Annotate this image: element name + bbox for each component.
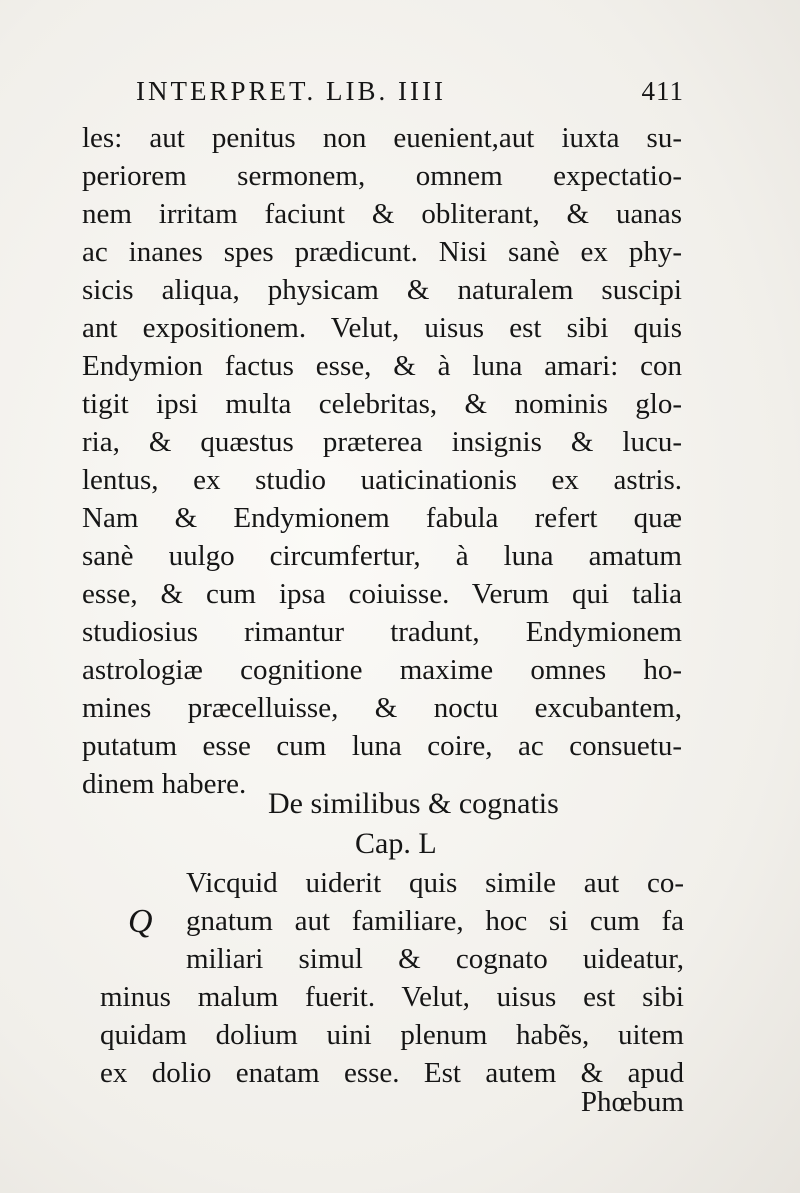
running-title: INTERPRET. LIB. IIII bbox=[136, 76, 446, 106]
running-header bbox=[136, 76, 684, 112]
drop-cap-initial: Q bbox=[128, 903, 153, 940]
chapter-label: Cap. L bbox=[355, 827, 437, 860]
text-line: putatum esse cum luna coire, ac consuetu- bbox=[82, 730, 682, 762]
text-line: periorem sermonem, omnem expectatio- bbox=[82, 160, 682, 192]
page-number: 411 bbox=[641, 76, 684, 106]
section-heading: De similibus & cognatis bbox=[268, 787, 559, 820]
text-line: quidam dolium uini plenum habẽs, uitem bbox=[100, 1019, 684, 1051]
text-line: sicis aliqua, physicam & naturalem suscipi bbox=[82, 274, 682, 306]
text-line: sanè uulgo circumfertur, à luna amatum bbox=[82, 540, 682, 572]
text-line: minus malum fuerit. Velut, uisus est sibi bbox=[100, 981, 684, 1013]
text-line: miliari simul & cognato uideatur, bbox=[186, 943, 684, 975]
text-line: lentus, ex studio uaticinationis ex astris. bbox=[82, 464, 682, 496]
text-line: Nam & Endymionem fabula refert quæ bbox=[82, 502, 682, 534]
text-line: mines præcelluisse, & noctu excubantem, bbox=[82, 692, 682, 724]
text-line: gnatum aut familiare, hoc si cum fa bbox=[186, 905, 684, 937]
section-text-block bbox=[100, 864, 684, 1092]
text-line: ac inanes spes prædicunt. Nisi sanè ex phy- bbox=[82, 236, 682, 268]
text-line: astrologiæ cognitione maxime omnes ho- bbox=[82, 654, 682, 686]
text-line: dinem habere. bbox=[82, 768, 247, 800]
text-line: nem irritam faciunt & obliterant, & uanas bbox=[82, 198, 682, 230]
text-line: ant expositionem. Velut, uisus est sibi quis bbox=[82, 312, 682, 344]
text-line: studiosius rimantur tradunt, Endymionem bbox=[82, 616, 682, 648]
main-text-block bbox=[82, 119, 682, 803]
text-line: Endymion factus esse, & à luna amari: con bbox=[82, 350, 682, 382]
text-line: Vicquid uiderit quis simile aut co- bbox=[186, 867, 684, 899]
text-line: ria, & quæstus præterea insignis & lucu- bbox=[82, 426, 682, 458]
catchword: Phœbum bbox=[580, 1086, 684, 1118]
text-line: les: aut penitus non euenient,aut iuxta su- bbox=[82, 122, 682, 154]
text-line: tigit ipsi multa celebritas, & nominis glo- bbox=[82, 388, 682, 420]
text-line: esse, & cum ipsa coiuisse. Verum qui talia bbox=[82, 578, 682, 610]
text-line: ex dolio enatam esse. Est autem & apud bbox=[100, 1057, 684, 1089]
